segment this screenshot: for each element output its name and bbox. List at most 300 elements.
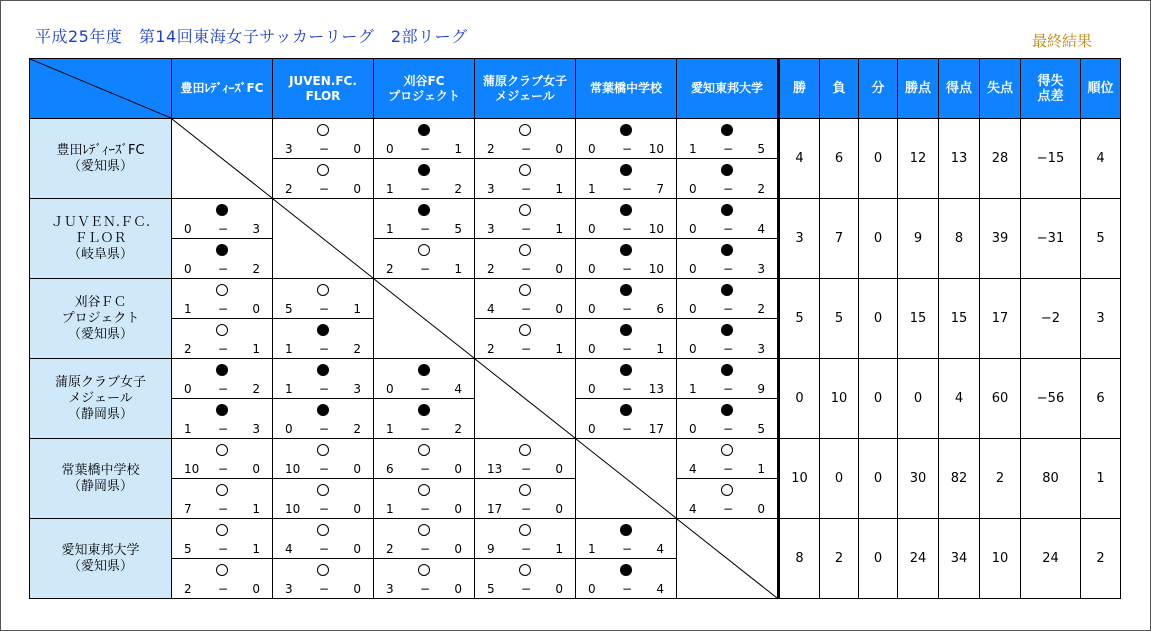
- score-for: 1: [386, 502, 394, 516]
- match-score: [273, 422, 373, 436]
- corner-diagonal: [30, 59, 171, 118]
- team-prefecture: （愛知県）: [67, 158, 133, 174]
- score-for: 10: [285, 462, 301, 476]
- leg-divider: [677, 158, 777, 159]
- score-dash: −: [622, 342, 633, 356]
- match-score: [677, 422, 777, 436]
- score-dash: −: [521, 542, 532, 556]
- score-for: 9: [487, 542, 495, 556]
- match-result-cell: [475, 119, 576, 199]
- stat-value: 12: [909, 151, 927, 166]
- stat-value: 2: [834, 551, 844, 566]
- match-score: [576, 542, 676, 556]
- stat-cell: [1021, 119, 1081, 199]
- match-score: [172, 502, 272, 516]
- score-against: 0: [252, 302, 260, 316]
- match-score: [475, 542, 575, 556]
- score-dash: −: [420, 422, 431, 436]
- score-for: 0: [689, 422, 697, 436]
- score-against: 3: [252, 222, 260, 236]
- stat-value: 2: [1096, 551, 1105, 566]
- match-score: [172, 302, 272, 316]
- score-dash: −: [521, 462, 532, 476]
- score-dash: −: [723, 182, 734, 196]
- stat-value: 8: [795, 551, 804, 566]
- team-prefecture: （愛知県）: [67, 326, 133, 342]
- leg-divider: [273, 478, 373, 479]
- column-header-team: [576, 59, 677, 119]
- score-for: 2: [487, 342, 495, 356]
- score-against: 1: [555, 222, 563, 236]
- score-dash: −: [723, 262, 734, 276]
- match-result-cell: [576, 279, 677, 359]
- score-dash: −: [218, 222, 229, 236]
- score-for: 10: [184, 462, 200, 476]
- leg-divider: [475, 238, 575, 239]
- leg-divider: [576, 238, 676, 239]
- score-against: 3: [757, 342, 765, 356]
- score-against: 4: [656, 542, 664, 556]
- match-score: [677, 182, 777, 196]
- score-against: 2: [454, 182, 462, 196]
- stat-cell: [820, 199, 859, 279]
- score-dash: −: [319, 502, 330, 516]
- self-match-cell: [172, 119, 273, 199]
- leg-divider: [475, 158, 575, 159]
- stat-value: 0: [873, 151, 883, 166]
- loss-dot-icon: [721, 204, 733, 216]
- team-name-cell: [30, 199, 172, 279]
- team-name: 刈谷ＦＣ: [74, 294, 127, 310]
- match-score: [576, 142, 676, 156]
- match-score: [374, 542, 474, 556]
- stat-value: 4: [795, 151, 804, 166]
- column-header-label: 常葉橋中学校: [589, 81, 662, 95]
- win-circle-icon: [317, 164, 329, 176]
- score-for: 2: [184, 582, 192, 596]
- match-score: [273, 462, 373, 476]
- score-dash: −: [218, 262, 229, 276]
- stat-cell: [859, 359, 898, 439]
- score-dash: −: [319, 422, 330, 436]
- stat-header-label: 負: [832, 81, 846, 96]
- self-match-diagonal: [475, 359, 575, 438]
- stat-cell: [939, 279, 980, 359]
- league-table: [30, 59, 1121, 599]
- stat-cell: [980, 519, 1021, 599]
- team-name-cell: [30, 439, 172, 519]
- stat-cell: [1021, 279, 1081, 359]
- score-for: 3: [285, 582, 293, 596]
- stat-value: 34: [950, 551, 968, 566]
- win-circle-icon: [317, 564, 329, 576]
- match-result-cell: [273, 119, 374, 199]
- score-for: 0: [689, 222, 697, 236]
- score-against: 0: [555, 502, 563, 516]
- stat-value: 10: [791, 471, 808, 486]
- score-for: 1: [588, 542, 596, 556]
- score-dash: −: [218, 342, 229, 356]
- score-dash: −: [319, 182, 330, 196]
- match-result-cell: [172, 439, 273, 519]
- score-for: 0: [689, 302, 697, 316]
- score-against: 2: [252, 382, 260, 396]
- stat-header-label: 分: [871, 81, 885, 96]
- score-dash: −: [218, 302, 229, 316]
- match-score: [374, 262, 474, 276]
- leg-divider: [576, 558, 676, 559]
- win-circle-icon: [216, 484, 228, 496]
- score-against: 0: [353, 182, 361, 196]
- stat-cell: [859, 519, 898, 599]
- score-against: 6: [656, 302, 664, 316]
- match-score: [475, 342, 575, 356]
- score-for: 0: [588, 262, 596, 276]
- match-score: [374, 502, 474, 516]
- stat-value: 3: [795, 231, 804, 246]
- score-against: 0: [353, 142, 361, 156]
- score-against: 3: [252, 422, 260, 436]
- leg-divider: [374, 478, 474, 479]
- stat-header: [1021, 59, 1081, 119]
- score-against: 2: [353, 342, 361, 356]
- stat-cell: [780, 519, 820, 599]
- leg-divider: [172, 318, 272, 319]
- score-against: 2: [454, 422, 462, 436]
- match-score: [172, 542, 272, 556]
- stat-value: 0: [795, 391, 804, 406]
- team-name-cell: [30, 279, 172, 359]
- header-corner: [30, 59, 172, 119]
- score-against: 0: [454, 582, 462, 596]
- stat-cell: [859, 199, 898, 279]
- score-dash: −: [319, 342, 330, 356]
- stat-cell: [859, 439, 898, 519]
- score-against: 5: [757, 142, 765, 156]
- score-dash: −: [521, 182, 532, 196]
- stat-value: 8: [954, 231, 964, 246]
- loss-dot-icon: [216, 204, 228, 216]
- stat-header: [1081, 59, 1121, 119]
- match-score: [576, 422, 676, 436]
- score-for: 0: [588, 222, 596, 236]
- win-circle-icon: [216, 284, 228, 296]
- match-score: [172, 382, 272, 396]
- score-for: 2: [184, 342, 192, 356]
- stat-value: 9: [913, 231, 923, 246]
- stat-header-label: 順位: [1087, 81, 1114, 96]
- stat-header: [859, 59, 898, 119]
- win-circle-icon: [216, 564, 228, 576]
- match-score: [475, 582, 575, 596]
- stat-cell: [1021, 439, 1081, 519]
- score-against: 0: [555, 262, 563, 276]
- score-against: 1: [656, 342, 664, 356]
- score-dash: −: [622, 222, 633, 236]
- stat-cell: [939, 439, 980, 519]
- match-score: [677, 142, 777, 156]
- win-circle-icon: [519, 444, 531, 456]
- score-against: 0: [454, 462, 462, 476]
- page-title: 平成25年度 第14回東海女子サッカーリーグ 2部リーグ: [35, 27, 468, 46]
- score-dash: −: [319, 582, 330, 596]
- stat-cell: [780, 119, 820, 199]
- stat-cell: [898, 199, 939, 279]
- stat-value: −31: [1036, 231, 1065, 246]
- win-circle-icon: [317, 284, 329, 296]
- score-against: 0: [555, 582, 563, 596]
- team-prefecture: （静岡県）: [67, 478, 133, 494]
- match-score: [273, 502, 373, 516]
- match-result-cell: [374, 199, 475, 279]
- match-score: [576, 262, 676, 276]
- score-for: 0: [184, 222, 192, 236]
- stat-header-label: 失点: [986, 81, 1013, 96]
- score-for: 1: [689, 382, 697, 396]
- column-header-team: [677, 59, 778, 119]
- stat-value: −56: [1036, 391, 1065, 406]
- win-circle-icon: [519, 324, 531, 336]
- score-for: 2: [386, 542, 394, 556]
- score-for: 0: [386, 142, 394, 156]
- leg-divider: [172, 238, 272, 239]
- stat-cell: [898, 519, 939, 599]
- team-name-cell: [30, 359, 172, 439]
- score-for: 4: [487, 302, 495, 316]
- win-circle-icon: [519, 524, 531, 536]
- loss-dot-icon: [317, 364, 329, 376]
- score-for: 0: [689, 262, 697, 276]
- leg-divider: [273, 318, 373, 319]
- match-result-cell: [273, 279, 374, 359]
- win-circle-icon: [519, 244, 531, 256]
- stat-value: 39: [991, 231, 1009, 246]
- score-for: 0: [689, 342, 697, 356]
- match-score: [273, 302, 373, 316]
- score-against: 9: [757, 382, 765, 396]
- match-score: [576, 582, 676, 596]
- score-for: 7: [184, 502, 192, 516]
- stat-cell: [980, 279, 1021, 359]
- match-score: [475, 262, 575, 276]
- score-for: 2: [285, 182, 293, 196]
- score-for: 2: [487, 142, 495, 156]
- score-for: 1: [285, 342, 293, 356]
- score-against: 4: [454, 382, 462, 396]
- loss-dot-icon: [721, 324, 733, 336]
- match-score: [273, 582, 373, 596]
- score-against: 10: [648, 222, 664, 236]
- stat-value: 3: [1096, 311, 1105, 326]
- score-dash: −: [420, 262, 431, 276]
- score-for: 1: [588, 182, 596, 196]
- stat-header: [980, 59, 1021, 119]
- score-dash: −: [420, 222, 431, 236]
- score-against: 13: [648, 382, 664, 396]
- match-score: [677, 342, 777, 356]
- score-dash: −: [723, 222, 734, 236]
- stat-cell: [820, 279, 859, 359]
- score-for: 0: [184, 382, 192, 396]
- score-against: 1: [454, 142, 462, 156]
- stat-value: 24: [909, 551, 927, 566]
- match-result-cell: [273, 439, 374, 519]
- loss-dot-icon: [620, 404, 632, 416]
- stat-cell: [939, 199, 980, 279]
- match-score: [576, 382, 676, 396]
- score-dash: −: [319, 382, 330, 396]
- stat-cell: [980, 439, 1021, 519]
- stat-value: 0: [873, 311, 883, 326]
- team-name-cell: [30, 119, 172, 199]
- stat-value: 10: [830, 391, 848, 406]
- score-dash: −: [420, 582, 431, 596]
- score-for: 0: [184, 262, 192, 276]
- score-dash: −: [622, 582, 633, 596]
- match-score: [172, 222, 272, 236]
- team-name-line2: メジェール: [68, 390, 133, 406]
- match-result-cell: [475, 199, 576, 279]
- column-header-label: 刈谷FC プロジェクト: [388, 73, 460, 103]
- score-against: 0: [252, 582, 260, 596]
- leg-divider: [374, 398, 474, 399]
- stat-value: 15: [909, 311, 927, 326]
- self-match-cell: [475, 359, 576, 439]
- score-for: 3: [487, 222, 495, 236]
- score-for: 1: [184, 302, 192, 316]
- stat-value: 60: [991, 391, 1009, 406]
- match-score: [475, 502, 575, 516]
- match-score: [273, 342, 373, 356]
- score-against: 0: [454, 502, 462, 516]
- score-for: 10: [285, 502, 301, 516]
- self-match-cell: [576, 439, 677, 519]
- match-score: [576, 182, 676, 196]
- match-score: [475, 302, 575, 316]
- stat-value: 0: [873, 231, 883, 246]
- stat-cell: [1081, 119, 1121, 199]
- score-against: 7: [656, 182, 664, 196]
- score-dash: −: [622, 262, 633, 276]
- score-for: 4: [689, 462, 697, 476]
- score-for: 1: [386, 422, 394, 436]
- self-match-cell: [273, 199, 374, 279]
- match-result-cell: [374, 359, 475, 439]
- loss-dot-icon: [418, 164, 430, 176]
- match-score: [374, 142, 474, 156]
- win-circle-icon: [519, 284, 531, 296]
- team-name: 蒲原クラブ女子: [54, 374, 146, 390]
- match-result-cell: [677, 439, 778, 519]
- score-dash: −: [420, 502, 431, 516]
- score-for: 2: [386, 262, 394, 276]
- score-for: 1: [184, 422, 192, 436]
- leg-divider: [374, 158, 474, 159]
- self-match-cell: [374, 279, 475, 359]
- win-circle-icon: [317, 484, 329, 496]
- match-score: [576, 342, 676, 356]
- score-dash: −: [521, 582, 532, 596]
- stat-cell: [820, 439, 859, 519]
- score-for: 0: [689, 182, 697, 196]
- column-header-label: JUVEN.FC. FLOR: [289, 73, 357, 103]
- stat-value: 5: [1096, 231, 1105, 246]
- leg-divider: [172, 478, 272, 479]
- score-dash: −: [319, 302, 330, 316]
- match-score: [172, 582, 272, 596]
- score-for: 0: [588, 302, 596, 316]
- self-match-diagonal: [677, 519, 777, 598]
- stat-header: [939, 59, 980, 119]
- leg-divider: [374, 238, 474, 239]
- stat-cell: [820, 119, 859, 199]
- column-header-team: [475, 59, 576, 119]
- team-name: 愛知東邦大学: [61, 542, 140, 558]
- match-score: [273, 182, 373, 196]
- win-circle-icon: [418, 244, 430, 256]
- loss-dot-icon: [620, 364, 632, 376]
- loss-dot-icon: [216, 244, 228, 256]
- stat-cell: [939, 519, 980, 599]
- match-score: [475, 462, 575, 476]
- score-against: 17: [648, 422, 664, 436]
- match-score: [172, 462, 272, 476]
- stat-cell: [780, 439, 820, 519]
- loss-dot-icon: [721, 124, 733, 136]
- score-for: 1: [285, 382, 293, 396]
- score-dash: −: [723, 462, 734, 476]
- loss-dot-icon: [620, 204, 632, 216]
- score-against: 1: [252, 502, 260, 516]
- stat-value: 5: [795, 311, 804, 326]
- stat-value: 0: [873, 471, 883, 486]
- stat-value: 13: [950, 151, 968, 166]
- loss-dot-icon: [620, 564, 632, 576]
- self-match-diagonal: [172, 119, 272, 198]
- score-dash: −: [319, 142, 330, 156]
- score-for: 17: [487, 502, 503, 516]
- stat-value: 4: [1096, 151, 1105, 166]
- stat-cell: [820, 359, 859, 439]
- score-for: 3: [386, 582, 394, 596]
- stat-value: 10: [991, 551, 1009, 566]
- column-header-team: [273, 59, 374, 119]
- stat-value: 2: [995, 471, 1005, 486]
- match-score: [677, 462, 777, 476]
- score-against: 0: [353, 542, 361, 556]
- score-dash: −: [723, 502, 734, 516]
- score-dash: −: [723, 342, 734, 356]
- stat-value: 80: [1042, 471, 1059, 486]
- leg-divider: [273, 158, 373, 159]
- score-against: 1: [555, 542, 563, 556]
- stat-cell: [780, 199, 820, 279]
- score-for: 5: [285, 302, 293, 316]
- loss-dot-icon: [418, 204, 430, 216]
- stat-header-label: 得失 点差: [1037, 73, 1064, 104]
- score-dash: −: [218, 382, 229, 396]
- loss-dot-icon: [721, 404, 733, 416]
- win-circle-icon: [519, 484, 531, 496]
- self-match-diagonal: [576, 439, 676, 518]
- win-circle-icon: [519, 124, 531, 136]
- match-score: [677, 502, 777, 516]
- stat-value: 82: [950, 471, 968, 486]
- leg-divider: [475, 558, 575, 559]
- stat-cell: [780, 279, 820, 359]
- score-for: 0: [386, 382, 394, 396]
- stat-value: 28: [991, 151, 1009, 166]
